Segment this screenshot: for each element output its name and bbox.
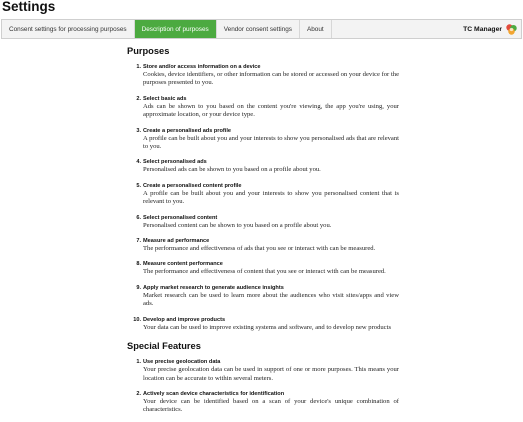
item-title: Develop and improve products [143, 316, 226, 323]
tab-vendor-consent-settings[interactable]: Vendor consent settings [217, 20, 300, 38]
item-description: The performance and effectiveness of content that you see or interact with can be measured. [143, 268, 386, 276]
list-item [127, 127, 399, 152]
purposes-heading: Purposes [127, 46, 170, 56]
list-item [127, 358, 399, 383]
item-number: 6. [136, 214, 141, 221]
purposes-list [127, 63, 399, 332]
special-features-list [127, 358, 399, 415]
tab-consent-settings[interactable]: Consent settings for processing purposes [2, 20, 135, 38]
list-item [127, 237, 399, 253]
list-item [127, 63, 399, 88]
item-description: Personalised ads can be shown to you based on a profile about you. [143, 166, 321, 174]
main-content [127, 44, 399, 422]
item-number: 2. [136, 95, 141, 102]
item-number: 9. [136, 284, 141, 291]
item-title: Select basic ads [143, 95, 187, 102]
item-title: Measure ad performance [143, 238, 210, 245]
item-number: 1. [136, 359, 141, 366]
special-features-heading: Special Features [127, 341, 201, 352]
item-title: Create a personalised ads profile [143, 127, 231, 134]
item-title: Select personalised content [143, 214, 218, 221]
item-description: Your precise geolocation data can be used in support of one or more purposes. This means your location can be accurate to within several meters. [143, 366, 399, 382]
item-description: A profile can be built about you and your interests to show you personalised ads that are relevant to you. [143, 134, 399, 151]
item-title: Apply market research to generate audience insights [143, 284, 284, 291]
list-item [127, 214, 399, 230]
item-title: Actively scan device characteristics for identification [143, 390, 285, 397]
item-title: Select personalised ads [143, 159, 207, 166]
item-description: A profile can be built about you and your interests to show you personalised content that is relevant to you. [143, 189, 399, 206]
item-title: Store and/or access information on a device [143, 64, 261, 70]
item-number: 8. [136, 261, 141, 268]
item-title: Use precise geolocation data [143, 359, 221, 366]
item-description: The performance and effectiveness of ads that you see or interact with can be measured. [143, 245, 376, 253]
tab-description-of-purposes[interactable]: Description of purposes [135, 20, 217, 38]
item-number: 1. [136, 64, 141, 70]
list-item [127, 316, 399, 332]
item-number: 3. [136, 127, 141, 134]
item-number: 7. [136, 238, 141, 245]
item-number: 2. [136, 390, 141, 397]
item-title: Measure content performance [143, 261, 223, 268]
item-description: Ads can be shown to you based on the content you're viewing, the app you're using, your approximate location, or your device type. [143, 102, 399, 119]
tc-manager-logo-icon [505, 23, 518, 36]
item-number: 4. [136, 159, 141, 166]
list-item [127, 260, 399, 276]
list-item [127, 95, 399, 120]
item-title: Create a personalised content profile [143, 182, 242, 189]
item-description: Your device can be identified based on a scan of your device's unique combination of characteristics. [143, 397, 399, 414]
brand [463, 20, 521, 38]
page-title: Settings [2, 0, 56, 14]
item-description: Market research can be used to learn more about the audiences who visit sites/apps and view ads. [143, 291, 399, 308]
tab-bar [1, 19, 522, 39]
item-number: 5. [136, 182, 141, 189]
brand-name: TC Manager [463, 25, 502, 33]
item-description: Your data can be used to improve existing systems and software, and to develop new products [143, 323, 392, 331]
list-item [127, 158, 399, 174]
list-item [127, 182, 399, 207]
list-item [127, 390, 399, 415]
item-number: 10. [133, 316, 141, 323]
item-description: Personalised content can be shown to you based on a profile about you. [143, 221, 332, 229]
item-description: Cookies, device identifiers, or other information can be stored or accessed on your device for the purposes presented to you. [143, 71, 399, 87]
tab-about[interactable]: About [300, 20, 332, 38]
list-item [127, 284, 399, 309]
